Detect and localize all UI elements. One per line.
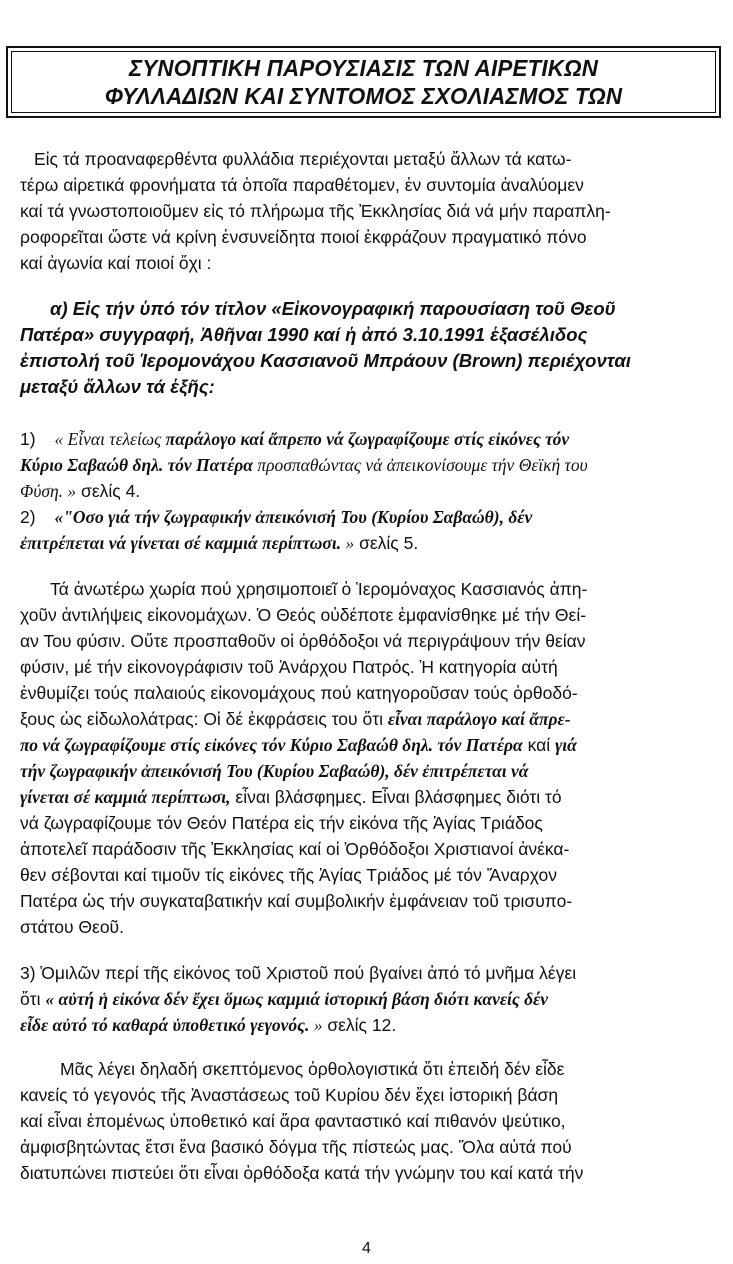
paragraph-line [20,706,571,733]
item-1-reference: σελίς 4. [76,481,141,501]
paragraph-line [20,758,528,785]
section-a-heading-line: μεταξύ ἄλλων τά ἑξῆς: [20,376,215,397]
intro-line: καί τά γνωστοποιοῦμεν εἰς τό πλήρωμα τῆς Ἐκκλησίας διά νά μήν παραπλη- [20,201,611,221]
paragraph-line: Τά ἀνωτέρω χωρία πού χρησιμοποιεῖ ὁ Ἱερομόναχος Κασσιανός ἀπη- [50,579,588,599]
item-1-quote-bold: Κύριο Σαβαώθ δηλ. τόν Πατέρα [20,455,253,475]
paragraph-line: θεν σέβονται καί τιμοῦν τίς εἰκόνες τῆς Ἁγίας Τριάδος μέ τόν Ἄναρχον [20,865,557,885]
item-2-reference: σελίς 5. [354,533,419,553]
paragraph-line: ἀποτελεῖ παράδοσιν τῆς Ἐκκλησίας καί οἱ Ὀρθόδοξοι Χριστιανοί ἀνέκα- [20,839,570,859]
item-3-reference: σελίς 12. [322,1015,397,1035]
paragraph-2-line: καί εἶναι ἑπομένως ὑποθετικό καί ἄρα φανταστικό καί πιθανόν ψεύτικο, [20,1111,566,1131]
paragraph-quote-bold: γίνεται σέ καμμιά περίπτωσι, [20,787,231,807]
paragraph-text: εἶναι βλάσφημες. Εἶναι βλάσφημες διότι τό [230,787,562,807]
page-number: 4 [362,1240,371,1257]
item-3-line: 3) Ὁμιλῶν περί τῆς εἰκόνος τοῦ Χριστοῦ πού βγαίνει ἀπό τό μνῆμα λέγει [20,963,577,983]
item-1-number: 1) [20,429,36,449]
paragraph-line: αν Του φύσιν. Οὔτε προσπαθοῦν οἱ ὀρθόδοξοι νά περιγράψουν τήν θείαν [20,631,586,651]
paragraph-text: ξους ὡς εἰδωλολάτρας: Οἱ δέ ἐκφράσεις του ὅτι [20,709,388,729]
item-2-line [20,504,532,531]
item-2-line [20,530,418,557]
item-1-quote-rest: προσπαθώντας νά ἀπεικονίσουμε τήν Θεϊκή του [252,455,588,475]
item-2-quote-bold: «"Οσο γιά τήν ζωγραφικήν ἀπεικόνισή Του (Κυρίου Σαβαώθ), δέν [54,507,533,527]
paragraph-line: χοῦν ἀντιλήψεις εἰκονομάχων. Ὁ Θεός οὐδέποτε ἐμφανίσθηκε μέ τήν Θεί- [20,605,587,625]
intro-line: ροφορεῖται ὥστε νά κρίνη ἐνσυνείδητα ποιοί ἐκφράζουν πραγματικό πόνο [20,227,587,247]
paragraph-line [20,784,562,811]
item-1-quote-bold: παράλογο καί ἄπρεπο νά ζωγραφίζουμε στίς εἰκόνες τόν [165,429,570,449]
paragraph-2-line: ἀμφισβητώντας ἔτσι ἕνα βασικό δόγμα τῆς πίστεώς μας. Ὅλα αὐτά πού [20,1137,572,1157]
paragraph-2-line: διατυπώνει πιστεύει ὅτι εἶναι ὀρθόδοξα κατά τήν γνώμην του καί κατά τήν [20,1163,584,1183]
paragraph-2-line: κανείς τό γεγονός τῆς Ἀναστάσεως τοῦ Κυρίου δέν ἔχει ἱστορική βάση [20,1085,559,1105]
section-a-heading-line: α) Εἰς τήν ὑπό τόν τίτλον «Εἰκονογραφική παρουσίαση τοῦ Θεοῦ [50,298,616,319]
paragraph-line: ἐνθυμίζει τούς παλαιούς εἰκονομάχους πού κατηγοροῦσαν τούς ὀρθοδό- [20,683,578,703]
item-3-line [20,986,548,1013]
paragraph-line [20,732,577,759]
paragraph-line: φύσιν, μέ τήν εἰκονογράφισιν τοῦ Ἀνάρχου Πατρός. Ἡ κατηγορία αὐτή [20,657,558,677]
paragraph-line: νά ζωγραφίζουμε τόν Θεόν Πατέρα εἰς τήν εἰκόνα τῆς Ἁγίας Τριάδος [20,813,543,833]
title-line-1: ΣΥΝΟΠΤΙΚΗ ΠΑΡΟΥΣΙΑΣΙΣ ΤΩΝ ΑΙΡΕΤΙΚΩΝ [128,55,599,81]
item-2-quote-close: » [341,533,355,553]
paragraph-quote-bold: εἶναι παράλογο καί ἄπρε- [387,709,571,729]
item-3-text: ὅτι [20,989,46,1009]
item-3-quote-bold: « αὐτή ἡ εἰκόνα δέν ἔχει ὅμως καμμιά ἱστορική βάση διότι κανείς δέν [45,989,548,1009]
item-1-quote-end: Φύση. » [20,481,77,501]
item-1-line [20,452,588,479]
paragraph-quote-bold: τήν ζωγραφικήν ἀπεικόνισή Του (Κυρίου Σαβαώθ), δέν ἐπιτρέπεται νά [20,761,529,781]
paragraph-2-line: Μᾶς λέγει δηλαδή σκεπτόμενος ὀρθολογιστικά ὅτι ἐπειδή δέν εἶδε [60,1059,565,1079]
intro-line: καί ἀγωνία καί ποιοί ὄχι : [20,253,212,273]
item-1-quote-open: « Εἶναι τελείως [54,429,166,449]
intro-line: τέρω αἱρετικά φρονήματα τά ὁποῖα παραθέτομεν, ἐν συντομία ἀναλύομεν [20,175,584,195]
paragraph-quote-bold: πο νά ζωγραφίζουμε στίς εἰκόνες τόν Κύριο Σαβαώθ δηλ. τόν Πατέρα [20,735,523,755]
item-3-line [20,1012,396,1039]
title-line-2: ΦΥΛΛΑΔΙΩΝ ΚΑΙ ΣΥΝΤΟΜΟΣ ΣΧΟΛΙΑΣΜΟΣ ΤΩΝ [104,83,623,109]
item-1-line [20,426,569,453]
item-2-quote-bold: ἐπιτρέπεται νά γίνεται σέ καμμιά περίπτωσι. [20,533,342,553]
section-a-heading-line: ἐπιστολή τοῦ Ἱερομονάχου Κασσιανοῦ Μπράουν (Brown) περιέχονται [20,350,631,371]
paragraph-quote-bold: γιά [555,735,577,755]
item-1-line [20,478,140,505]
item-3-quote-bold: εἶδε αὐτό τό καθαρά ὑποθετικό γεγονός. [20,1015,310,1035]
item-3-quote-close: » [309,1015,323,1035]
paragraph-line: Πατέρα ὡς τήν συγκαταβατικήν καί συμβολικήν ἐμφάνειαν τοῦ τρισυπο- [20,891,573,911]
title-box [6,46,721,118]
paragraph-line: στάτου Θεοῦ. [20,917,124,937]
paragraph-text: καί [522,735,555,755]
intro-line: Εἰς τά προαναφερθέντα φυλλάδια περιέχονται μεταξύ ἄλλων τά κατω- [34,149,572,169]
section-a-heading-line: Πατέρα» συγγραφή, Ἀθῆναι 1990 καί ἡ ἀπό 3.10.1991 ἑξασέλιδος [20,324,588,345]
item-2-number: 2) [20,507,36,527]
